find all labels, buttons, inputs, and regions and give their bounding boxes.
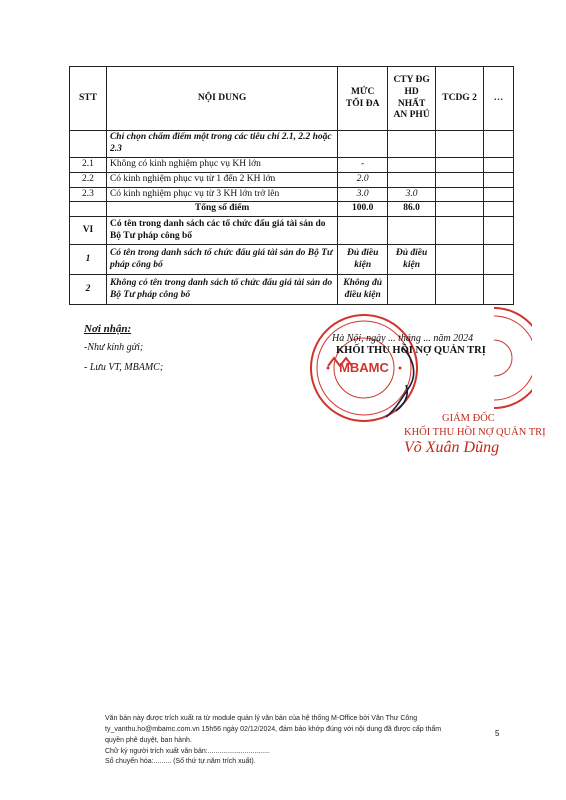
header-tcdg: TCDG 2 <box>436 67 484 131</box>
total-row <box>70 202 514 217</box>
section-content: Có tên trong danh sách các tổ chức đấu giá tài sản do Bộ Tư pháp công bố <box>106 217 337 245</box>
row-max: 2.0 <box>338 172 388 187</box>
seal-text: MBAMC <box>339 360 389 375</box>
table-row <box>70 245 514 275</box>
page-number: 5 <box>495 729 500 738</box>
recipient-item: -Như kính gửi; <box>84 342 144 353</box>
sign-role-org: KHỐI THU HỒI NỢ QUẢN TRỊ <box>404 427 546 438</box>
footer-line: ty_vanthu.ho@mbamc.com.vn 15h56 ngày 02/12/2024, đảm bảo khớp đúng với nội dung đã được cấp thẩm <box>105 725 442 733</box>
sign-role: GIÁM ĐỐC <box>442 413 495 424</box>
row-content: Không có kinh nghiệm phục vụ KH lớn <box>106 157 337 172</box>
row-content: Có kinh nghiệm phục vụ từ 3 KH lớn trở lên <box>106 187 337 202</box>
row-content: Có tên trong danh sách tổ chức đấu giá tài sản do Bộ Tư pháp công bố <box>106 245 337 275</box>
header-stt: STT <box>70 67 107 131</box>
row-stt: 2 <box>70 275 107 305</box>
footer-line: Số chuyển hóa:......... (Số thứ tự.năm trích xuất). <box>105 758 256 766</box>
row-stt: 1 <box>70 245 107 275</box>
table-row <box>70 187 514 202</box>
score-table <box>69 66 514 305</box>
section-row <box>70 217 514 245</box>
footer-line: quyền phê duyệt, ban hành. <box>105 736 192 744</box>
row-cty <box>388 275 436 305</box>
signature-icon <box>380 345 430 420</box>
total-label: Tổng số điểm <box>106 202 337 217</box>
row-stt: 2.1 <box>70 157 107 172</box>
table-row <box>70 275 514 305</box>
header-more: … <box>484 67 514 131</box>
row-max: Không đủ điều kiện <box>338 275 388 305</box>
sign-org: KHỐI THU HỒI NỢ QUẢN TRỊ <box>336 345 486 356</box>
row-stt: 2.2 <box>70 172 107 187</box>
table-header-row <box>70 67 514 131</box>
recipient-item: - Lưu VT, MBAMC; <box>84 362 164 373</box>
partial-seal-icon <box>492 306 532 410</box>
signer-name: Võ Xuân Dũng <box>404 439 500 456</box>
table-row <box>70 157 514 172</box>
row-cty: Đủ điều kiện <box>388 245 436 275</box>
row-max: - <box>338 157 388 172</box>
sign-date: Hà Nội, ngày ... tháng ... năm 2024 <box>332 333 474 344</box>
row-cty: 3.0 <box>388 187 436 202</box>
row-cty <box>388 157 436 172</box>
recipients-block <box>84 323 163 382</box>
row-content: Có kinh nghiệm phục vụ từ 1 đến 2 KH lớn <box>106 172 337 187</box>
row-stt: 2.3 <box>70 187 107 202</box>
row-content: Không có tên trong danh sách tổ chức đấu giá tài sản do Bộ Tư pháp công bố <box>106 275 337 305</box>
total-max: 100.0 <box>338 202 388 217</box>
section-stt: VI <box>70 217 107 245</box>
header-content: NỘI DUNG <box>106 67 337 131</box>
header-max: MỨC TỐI ĐA <box>338 67 388 131</box>
row-cty <box>388 172 436 187</box>
table-row <box>70 172 514 187</box>
recipients-title: Nơi nhận: <box>84 323 132 335</box>
row-max: 3.0 <box>338 187 388 202</box>
header-cty: CTY ĐG HD NHẤT AN PHÚ <box>388 67 436 131</box>
table-row <box>70 131 514 158</box>
footer-line: Văn bản này được trích xuất ra từ module quản lý văn bản của hệ thống M-Office bởi Văn Thư Công <box>105 715 418 722</box>
total-cty: 86.0 <box>388 202 436 217</box>
row-max: Đủ điều kiện <box>338 245 388 275</box>
extraction-footer <box>105 714 505 768</box>
criteria-note: Chỉ chọn chấm điểm một trong các tiêu chí 2.1, 2.2 hoặc 2.3 <box>106 131 337 158</box>
footer-line: Chữ ký người trích xuất văn bản:................................ <box>105 747 270 755</box>
